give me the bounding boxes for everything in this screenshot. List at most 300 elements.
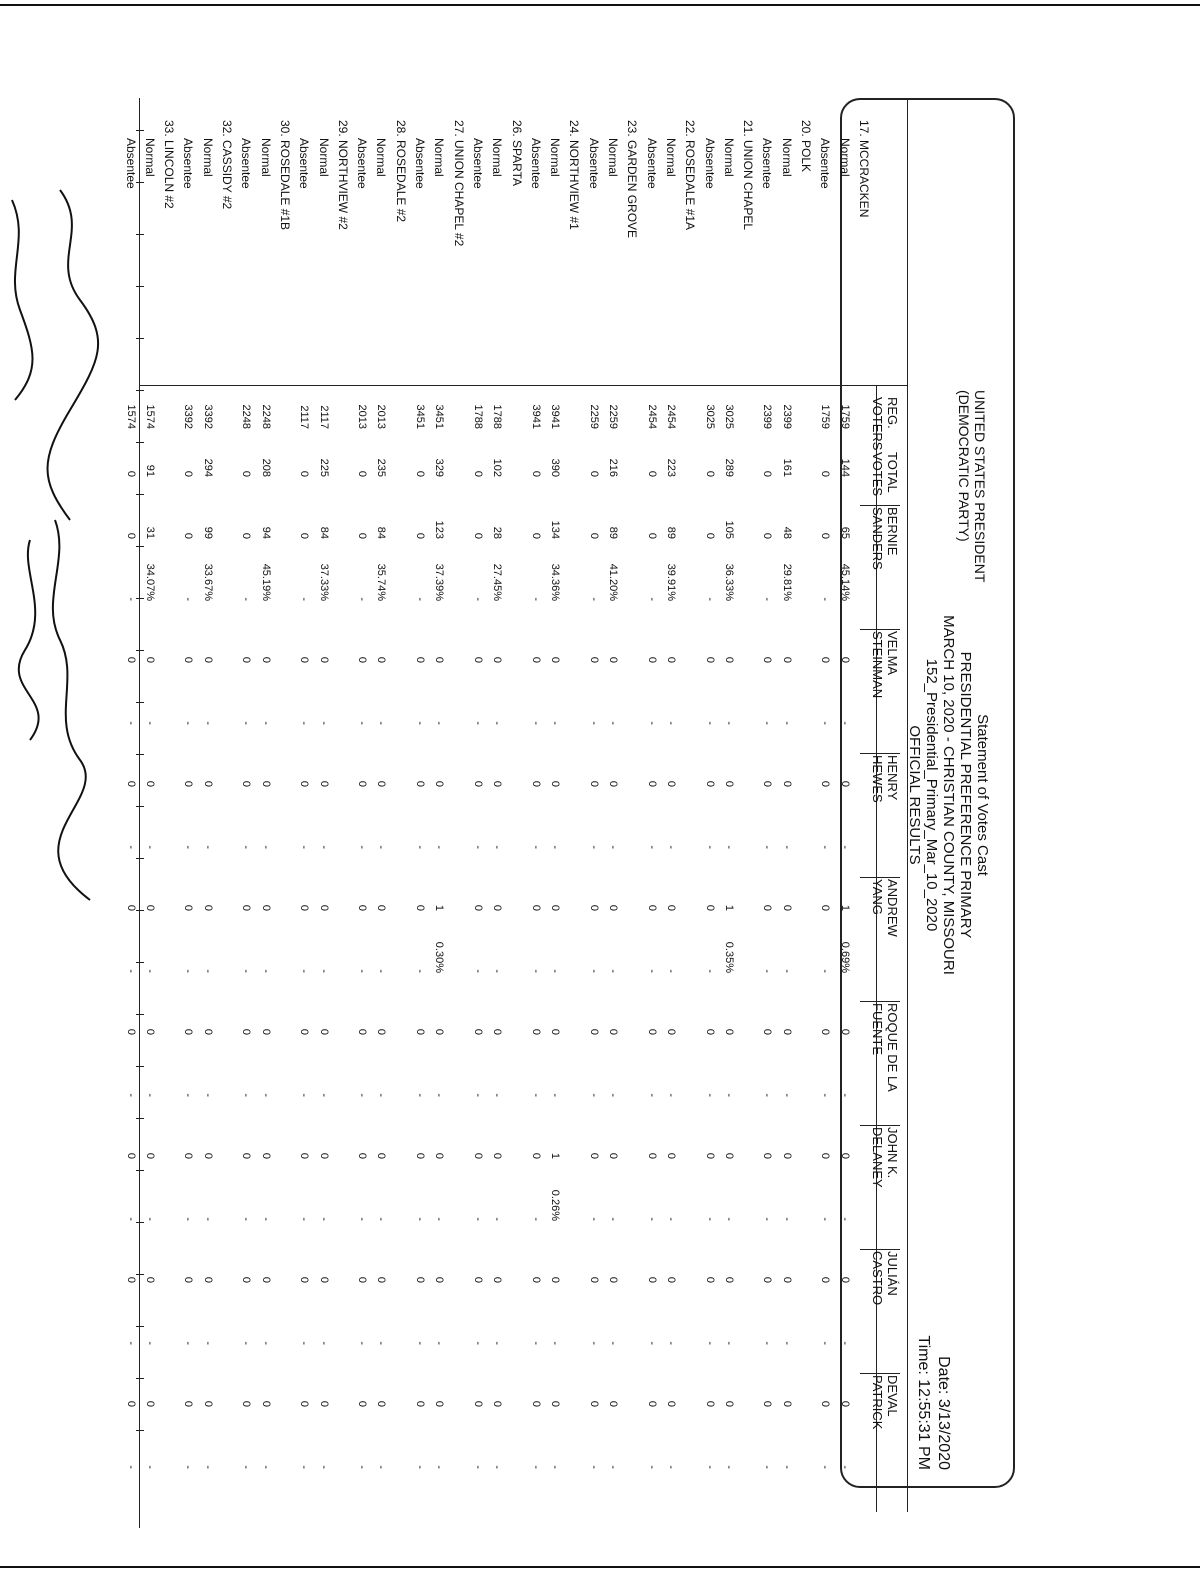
ballot-type-label: Absentee bbox=[297, 138, 312, 189]
candidate-percent-value: - bbox=[298, 1341, 311, 1345]
candidate-percent-value: 45.19% bbox=[259, 563, 272, 601]
candidate-votes-value: 0 bbox=[529, 904, 542, 911]
reg-voters-value: 3451 bbox=[414, 404, 427, 429]
candidate-votes-value: 0 bbox=[838, 780, 851, 787]
ballot-type-label: Absentee bbox=[471, 138, 485, 189]
candidate-percent-value: - bbox=[124, 969, 137, 973]
total-votes-value: 208 bbox=[259, 458, 272, 477]
total-votes-value: 0 bbox=[414, 470, 427, 477]
candidate-percent-value: - bbox=[375, 1341, 388, 1345]
candidate-percent-value: - bbox=[491, 1217, 504, 1221]
col-reg-line2: VOTERS bbox=[870, 397, 885, 451]
ballot-type-label: Normal bbox=[432, 138, 447, 177]
total-votes-value: 216 bbox=[607, 458, 620, 477]
candidate-percent-value: 33.67% bbox=[201, 563, 214, 601]
candidate-percent-value: - bbox=[201, 845, 214, 849]
candidate-votes-value: 0 bbox=[838, 1400, 851, 1407]
candidate-votes-value: 0 bbox=[703, 532, 716, 539]
candidate-votes-value: 0 bbox=[607, 1028, 620, 1035]
candidate-votes-value: 1 bbox=[433, 904, 446, 911]
candidate-votes-value: 0 bbox=[201, 1152, 214, 1159]
candidate-percent-value: - bbox=[819, 597, 832, 601]
candidate-percent-value: - bbox=[607, 721, 620, 725]
candidate-votes-value: 89 bbox=[665, 526, 677, 539]
candidate-votes-value: 0 bbox=[491, 1028, 504, 1035]
candidate-percent-value: - bbox=[549, 1093, 562, 1097]
candidate-percent-value: - bbox=[780, 969, 793, 973]
candidate-percent-value: - bbox=[124, 597, 137, 601]
candidate-percent-value: - bbox=[472, 1217, 484, 1221]
candidate-percent-value: - bbox=[491, 1093, 504, 1097]
candidate-votes-value: 0 bbox=[317, 1400, 330, 1407]
candidate-percent-value: - bbox=[607, 1217, 620, 1221]
candidate-percent-value: - bbox=[240, 1465, 253, 1469]
reg-voters-value: 2117 bbox=[317, 405, 330, 429]
candidate-percent-value: - bbox=[587, 969, 600, 973]
reg-voters-value: 2248 bbox=[240, 404, 253, 429]
candidate-votes-value: 0 bbox=[433, 1276, 446, 1283]
candidate-votes-value: 0 bbox=[780, 1152, 793, 1159]
candidate-name-line1: JULIÁN bbox=[885, 1251, 900, 1296]
candidate-votes-value: 0 bbox=[259, 1400, 272, 1407]
candidate-percent-value: - bbox=[356, 721, 369, 725]
candidate-votes-value: 0 bbox=[819, 904, 832, 911]
candidate-percent-value: - bbox=[240, 721, 253, 725]
precinct-label: 30. ROSEDALE #1B bbox=[278, 120, 292, 231]
candidate-percent-value: - bbox=[665, 1465, 677, 1469]
candidate-percent-value: - bbox=[529, 969, 542, 973]
candidate-percent-value: - bbox=[240, 845, 253, 849]
candidate-votes-value: 84 bbox=[317, 526, 330, 539]
candidate-votes-value: 0 bbox=[124, 780, 137, 787]
candidate-votes-value: 0 bbox=[549, 904, 562, 911]
candidate-votes-value: 0 bbox=[665, 1028, 677, 1035]
contest-title-line2: (DEMOCRATIC PARTY) bbox=[956, 390, 972, 542]
candidate-percent-value: - bbox=[259, 1465, 272, 1469]
candidate-votes-value: 0 bbox=[761, 1028, 774, 1035]
candidate-votes-value: 0 bbox=[143, 656, 156, 663]
signature-stroke bbox=[19, 540, 39, 740]
candidate-votes-value: 0 bbox=[703, 1152, 716, 1159]
candidate-votes-value: 0 bbox=[472, 1276, 484, 1283]
candidate-votes-value: 0 bbox=[587, 780, 600, 787]
candidate-votes-value: 0 bbox=[780, 1028, 793, 1035]
candidate-percent-value: - bbox=[645, 597, 658, 601]
candidate-votes-value: 0 bbox=[587, 532, 600, 539]
candidate-percent-value: - bbox=[761, 845, 774, 849]
candidate-percent-value: - bbox=[819, 1341, 832, 1345]
ballot-type-label: Absentee bbox=[181, 138, 196, 189]
candidate-votes-value: 0 bbox=[317, 780, 330, 787]
candidate-percent-value: - bbox=[472, 597, 484, 601]
ballot-type-label: Normal bbox=[548, 138, 563, 177]
candidate-percent-value: - bbox=[240, 969, 253, 973]
total-votes-value: 223 bbox=[665, 458, 677, 477]
total-votes-value: 225 bbox=[317, 458, 330, 477]
ballot-type-label: Normal bbox=[837, 138, 852, 177]
candidate-percent-value: - bbox=[317, 845, 330, 849]
candidate-votes-value: 1 bbox=[549, 1152, 562, 1159]
candidate-votes-value: 0 bbox=[607, 1152, 620, 1159]
ballot-type-label: Normal bbox=[779, 138, 794, 177]
total-votes-value: 91 bbox=[143, 464, 156, 477]
candidate-percent-value: - bbox=[703, 845, 716, 849]
candidate-votes-value: 0 bbox=[703, 656, 716, 663]
candidate-votes-value: 0 bbox=[587, 1028, 600, 1035]
candidate-votes-value: 0 bbox=[182, 1152, 195, 1159]
candidate-percent-value: - bbox=[529, 1093, 542, 1097]
total-votes-value: 0 bbox=[819, 470, 832, 477]
precinct-label: 33. LINCOLN #2 bbox=[162, 120, 177, 209]
candidate-percent-value: - bbox=[259, 1217, 272, 1221]
candidate-votes-value: 0 bbox=[124, 656, 137, 663]
candidate-percent-value: - bbox=[143, 969, 156, 973]
candidate-votes-value: 0 bbox=[356, 1276, 369, 1283]
candidate-votes-value: 0 bbox=[240, 1028, 253, 1035]
candidate-percent-value: - bbox=[414, 1217, 427, 1221]
candidate-votes-value: 0 bbox=[529, 1400, 542, 1407]
candidate-percent-value: - bbox=[317, 721, 330, 725]
candidate-percent-value: - bbox=[645, 845, 658, 849]
candidate-percent-value: - bbox=[124, 721, 137, 725]
candidate-votes-value: 0 bbox=[317, 1028, 330, 1035]
candidate-votes-value: 0 bbox=[356, 656, 369, 663]
candidate-percent-value: - bbox=[645, 1217, 658, 1221]
candidate-percent-value: - bbox=[703, 969, 716, 973]
candidate-votes-value: 0 bbox=[645, 1400, 658, 1407]
candidate-percent-value: - bbox=[703, 597, 716, 601]
candidate-percent-value: - bbox=[780, 845, 793, 849]
candidate-percent-value: - bbox=[317, 1093, 330, 1097]
candidate-percent-value: 0.30% bbox=[433, 941, 446, 973]
candidate-votes-value: 0 bbox=[549, 1400, 562, 1407]
candidate-votes-value: 0 bbox=[414, 1028, 427, 1035]
candidate-votes-value: 0 bbox=[838, 1276, 851, 1283]
candidate-votes-value: 0 bbox=[549, 780, 562, 787]
candidate-votes-value: 0 bbox=[607, 656, 620, 663]
candidate-votes-value: 0 bbox=[182, 1400, 195, 1407]
candidate-votes-value: 0 bbox=[587, 1152, 600, 1159]
candidate-percent-value: - bbox=[433, 721, 446, 725]
candidate-votes-value: 0 bbox=[761, 532, 774, 539]
candidate-percent-value: - bbox=[298, 1217, 311, 1221]
candidate-votes-value: 0 bbox=[414, 1400, 427, 1407]
candidate-votes-value: 0 bbox=[549, 656, 562, 663]
candidate-votes-value: 0 bbox=[433, 1152, 446, 1159]
candidate-votes-value: 0 bbox=[645, 656, 658, 663]
candidate-percent-value: - bbox=[549, 721, 562, 725]
candidate-percent-value: - bbox=[607, 969, 620, 973]
candidate-name-line1: HENRY bbox=[885, 755, 900, 801]
candidate-percent-value: - bbox=[472, 721, 484, 725]
candidate-votes-value: 0 bbox=[472, 1400, 484, 1407]
candidate-percent-value: - bbox=[414, 845, 427, 849]
candidate-percent-value: - bbox=[549, 969, 562, 973]
total-votes-value: 0 bbox=[124, 470, 137, 477]
candidate-votes-value: 0 bbox=[124, 1400, 137, 1407]
ballot-type-label: Absentee bbox=[760, 138, 775, 189]
candidate-percent-value: - bbox=[414, 969, 427, 973]
reg-voters-value: 1759 bbox=[819, 404, 832, 429]
candidate-votes-value: 0 bbox=[414, 1276, 427, 1283]
candidate-votes-value: 0 bbox=[761, 1152, 774, 1159]
candidate-percent-value: - bbox=[491, 1465, 504, 1469]
reg-voters-value: 1574 bbox=[143, 404, 156, 429]
candidate-percent-value: - bbox=[433, 1465, 446, 1469]
candidate-votes-value: 0 bbox=[607, 1400, 620, 1407]
precinct-label: 21. UNION CHAPEL bbox=[741, 120, 756, 231]
candidate-votes-value: 0 bbox=[529, 656, 542, 663]
candidate-name-line2: CASTRO bbox=[870, 1251, 885, 1306]
precinct-label: 22. ROSEDALE #1A bbox=[683, 120, 698, 231]
candidate-votes-value: 0 bbox=[722, 780, 735, 787]
candidate-percent-value: 37.39% bbox=[433, 563, 446, 601]
candidate-votes-value: 0 bbox=[124, 532, 137, 539]
candidate-votes-value: 0 bbox=[587, 1400, 600, 1407]
candidate-votes-value: 0 bbox=[259, 1276, 272, 1283]
ballot-type-label: Normal bbox=[142, 138, 157, 177]
candidate-votes-value: 0 bbox=[356, 532, 369, 539]
total-votes-value: 144 bbox=[838, 458, 851, 477]
candidate-votes-value: 0 bbox=[298, 1276, 311, 1283]
candidate-votes-value: 0 bbox=[838, 1028, 851, 1035]
candidate-votes-value: 0 bbox=[143, 1276, 156, 1283]
report-file-name: 152_Presidential_Primary_Mar_10_2020 bbox=[923, 658, 940, 932]
candidate-percent-value: - bbox=[491, 845, 504, 849]
reg-voters-value: 2013 bbox=[375, 404, 388, 429]
candidate-votes-value: 65 bbox=[838, 526, 851, 539]
total-votes-value: 294 bbox=[201, 458, 214, 477]
candidate-percent-value: - bbox=[298, 1465, 311, 1469]
candidate-percent-value: - bbox=[375, 1217, 388, 1221]
candidate-votes-value: 0 bbox=[182, 780, 195, 787]
candidate-votes-value: 0 bbox=[761, 656, 774, 663]
candidate-percent-value: - bbox=[529, 1217, 542, 1221]
precinct-label: 24. NORTHVIEW #1 bbox=[567, 120, 582, 230]
candidate-votes-value: 0 bbox=[143, 904, 156, 911]
candidate-percent-value: - bbox=[433, 1093, 446, 1097]
candidate-votes-value: 0 bbox=[722, 656, 735, 663]
candidate-percent-value: - bbox=[182, 969, 195, 973]
candidate-percent-value: - bbox=[645, 1341, 658, 1345]
signature-stroke bbox=[53, 520, 90, 900]
candidate-percent-value: - bbox=[607, 1465, 620, 1469]
candidate-percent-value: - bbox=[182, 1465, 195, 1469]
candidate-votes-value: 0 bbox=[298, 1400, 311, 1407]
candidate-percent-value: - bbox=[761, 1093, 774, 1097]
candidate-percent-value: - bbox=[761, 1217, 774, 1221]
candidate-votes-value: 0 bbox=[375, 780, 388, 787]
candidate-percent-value: - bbox=[703, 1093, 716, 1097]
candidate-percent-value: - bbox=[722, 1217, 735, 1221]
candidate-votes-value: 0 bbox=[491, 1152, 504, 1159]
candidate-votes-value: 0 bbox=[607, 1276, 620, 1283]
candidate-votes-value: 0 bbox=[298, 656, 311, 663]
candidate-percent-value: - bbox=[491, 721, 504, 725]
candidate-votes-value: 0 bbox=[414, 780, 427, 787]
candidate-percent-value: 27.45% bbox=[491, 563, 504, 601]
ballot-type-label: Absentee bbox=[818, 138, 833, 189]
precinct-label: 32. CASSIDY #2 bbox=[220, 120, 235, 210]
ballot-type-label: Normal bbox=[258, 138, 273, 177]
candidate-votes-value: 0 bbox=[240, 1400, 253, 1407]
candidate-votes-value: 48 bbox=[780, 526, 793, 539]
candidate-votes-value: 0 bbox=[491, 904, 504, 911]
candidate-percent-value: - bbox=[587, 1217, 600, 1221]
candidate-name-line2: SANDERS bbox=[870, 507, 885, 570]
reg-voters-value: 2117 bbox=[298, 405, 311, 429]
candidate-votes-value: 0 bbox=[375, 1152, 388, 1159]
report-date: Date: 3/13/2020 bbox=[935, 1356, 952, 1470]
candidate-percent-value: - bbox=[240, 1217, 253, 1221]
candidate-percent-value: - bbox=[298, 969, 311, 973]
report-election-line: MARCH 10, 2020 - CHRISTIAN COUNTY, MISSOURI bbox=[940, 615, 957, 975]
candidate-votes-value: 0 bbox=[317, 904, 330, 911]
candidate-percent-value: - bbox=[472, 969, 484, 973]
candidate-votes-value: 105 bbox=[722, 520, 735, 539]
candidate-votes-value: 84 bbox=[375, 526, 388, 539]
reg-voters-value: 1759 bbox=[838, 404, 851, 429]
candidate-percent-value: - bbox=[587, 597, 600, 601]
candidate-votes-value: 0 bbox=[491, 656, 504, 663]
candidate-percent-value: - bbox=[529, 845, 542, 849]
candidate-percent-value: - bbox=[529, 597, 542, 601]
ballot-type-label: Absentee bbox=[123, 138, 138, 189]
report-time: Time: 12:55:31 PM bbox=[915, 1335, 932, 1470]
candidate-votes-value: 0 bbox=[491, 1400, 504, 1407]
candidate-votes-value: 0 bbox=[298, 1152, 311, 1159]
candidate-votes-value: 1 bbox=[838, 904, 851, 911]
reg-voters-value: 2259 bbox=[607, 404, 620, 429]
total-votes-value: 235 bbox=[375, 458, 388, 477]
candidate-votes-value: 0 bbox=[665, 656, 677, 663]
candidate-percent-value: - bbox=[645, 969, 658, 973]
candidate-percent-value: - bbox=[703, 1465, 716, 1469]
total-votes-value: 0 bbox=[182, 470, 195, 477]
candidate-percent-value: - bbox=[761, 597, 774, 601]
reg-voters-value: 3025 bbox=[722, 404, 735, 429]
candidate-votes-value: 0 bbox=[259, 1028, 272, 1035]
reg-voters-value: 2399 bbox=[761, 404, 774, 429]
candidate-votes-value: 0 bbox=[838, 656, 851, 663]
candidate-percent-value: - bbox=[182, 1341, 195, 1345]
candidate-percent-value: - bbox=[665, 1341, 677, 1345]
candidate-votes-value: 0 bbox=[703, 904, 716, 911]
candidate-votes-value: 0 bbox=[819, 780, 832, 787]
candidate-votes-value: 0 bbox=[143, 780, 156, 787]
candidate-votes-value: 0 bbox=[317, 1276, 330, 1283]
candidate-percent-value: - bbox=[124, 1217, 137, 1221]
precinct-label: 28. ROSEDALE #2 bbox=[393, 120, 408, 223]
candidate-percent-value: - bbox=[491, 969, 504, 973]
candidate-votes-value: 0 bbox=[645, 1276, 658, 1283]
candidate-votes-value: 0 bbox=[703, 780, 716, 787]
candidate-percent-value: - bbox=[375, 845, 388, 849]
candidate-percent-value: - bbox=[201, 1465, 214, 1469]
precinct-label: 29. NORTHVIEW #2 bbox=[335, 120, 350, 230]
candidate-percent-value: - bbox=[124, 845, 137, 849]
signature-stroke bbox=[12, 200, 33, 400]
total-votes-value: 0 bbox=[472, 470, 484, 477]
candidate-percent-value: 41.20% bbox=[607, 563, 620, 601]
precinct-label: 26. SPARTA bbox=[509, 120, 524, 187]
candidate-votes-value: 0 bbox=[703, 1400, 716, 1407]
candidate-percent-value: - bbox=[298, 597, 311, 601]
candidate-percent-value: - bbox=[722, 845, 735, 849]
candidate-percent-value: - bbox=[356, 1341, 369, 1345]
candidate-name-line1: ROQUE DE LA bbox=[885, 1003, 900, 1092]
candidate-votes-value: 0 bbox=[240, 904, 253, 911]
candidate-percent-value: - bbox=[124, 1093, 137, 1097]
candidate-votes-value: 0 bbox=[549, 1028, 562, 1035]
candidate-percent-value: 0.26% bbox=[549, 1189, 562, 1221]
candidate-percent-value: - bbox=[472, 845, 484, 849]
candidate-name-line2: STEINMAN bbox=[870, 631, 885, 699]
candidate-votes-value: 0 bbox=[587, 1276, 600, 1283]
reg-voters-value: 3392 bbox=[182, 404, 195, 429]
candidate-votes-value: 0 bbox=[414, 904, 427, 911]
reg-voters-value: 3451 bbox=[433, 404, 446, 429]
total-votes-value: 390 bbox=[549, 458, 562, 477]
candidate-votes-value: 0 bbox=[529, 532, 542, 539]
candidate-votes-value: 0 bbox=[645, 1028, 658, 1035]
candidate-percent-value: - bbox=[819, 721, 832, 725]
candidate-votes-value: 0 bbox=[607, 780, 620, 787]
candidate-percent-value: - bbox=[838, 1465, 851, 1469]
candidate-percent-value: - bbox=[819, 1093, 832, 1097]
reg-voters-value: 2248 bbox=[259, 404, 272, 429]
reg-voters-value: 3025 bbox=[703, 404, 716, 429]
candidate-votes-value: 0 bbox=[298, 1028, 311, 1035]
candidate-percent-value: - bbox=[414, 1093, 427, 1097]
candidate-percent-value: - bbox=[587, 845, 600, 849]
candidate-votes-value: 0 bbox=[201, 656, 214, 663]
candidate-percent-value: - bbox=[665, 845, 677, 849]
candidate-votes-value: 0 bbox=[838, 1152, 851, 1159]
candidate-percent-value: - bbox=[201, 1341, 214, 1345]
candidate-votes-value: 0 bbox=[761, 1400, 774, 1407]
candidate-votes-value: 0 bbox=[143, 1152, 156, 1159]
candidate-name-line2: PATRICK bbox=[870, 1375, 885, 1430]
candidate-votes-value: 0 bbox=[414, 1152, 427, 1159]
candidate-votes-value: 0 bbox=[375, 1276, 388, 1283]
candidate-votes-value: 0 bbox=[143, 1400, 156, 1407]
candidate-votes-value: 0 bbox=[645, 532, 658, 539]
candidate-votes-value: 0 bbox=[375, 656, 388, 663]
candidate-votes-value: 0 bbox=[819, 1028, 832, 1035]
candidate-percent-value: 35.74% bbox=[375, 563, 388, 601]
candidate-votes-value: 0 bbox=[298, 780, 311, 787]
total-votes-value: 0 bbox=[645, 470, 658, 477]
reg-voters-value: 3941 bbox=[549, 404, 562, 429]
candidate-votes-value: 0 bbox=[240, 1152, 253, 1159]
candidate-votes-value: 99 bbox=[201, 526, 214, 539]
candidate-votes-value: 0 bbox=[761, 780, 774, 787]
total-votes-value: 161 bbox=[780, 458, 793, 477]
candidate-percent-value: - bbox=[375, 969, 388, 973]
candidate-votes-value: 0 bbox=[819, 656, 832, 663]
report-title: Statement of Votes Cast bbox=[974, 714, 991, 876]
candidate-votes-value: 0 bbox=[472, 780, 484, 787]
candidate-percent-value: - bbox=[819, 1465, 832, 1469]
ballot-type-label: Absentee bbox=[586, 138, 601, 189]
candidate-percent-value: 37.33% bbox=[317, 563, 330, 601]
total-votes-value: 329 bbox=[433, 458, 446, 477]
candidate-percent-value: - bbox=[780, 721, 793, 725]
candidate-percent-value: - bbox=[703, 721, 716, 725]
candidate-votes-value: 0 bbox=[780, 1276, 793, 1283]
candidate-votes-value: 0 bbox=[124, 1028, 137, 1035]
